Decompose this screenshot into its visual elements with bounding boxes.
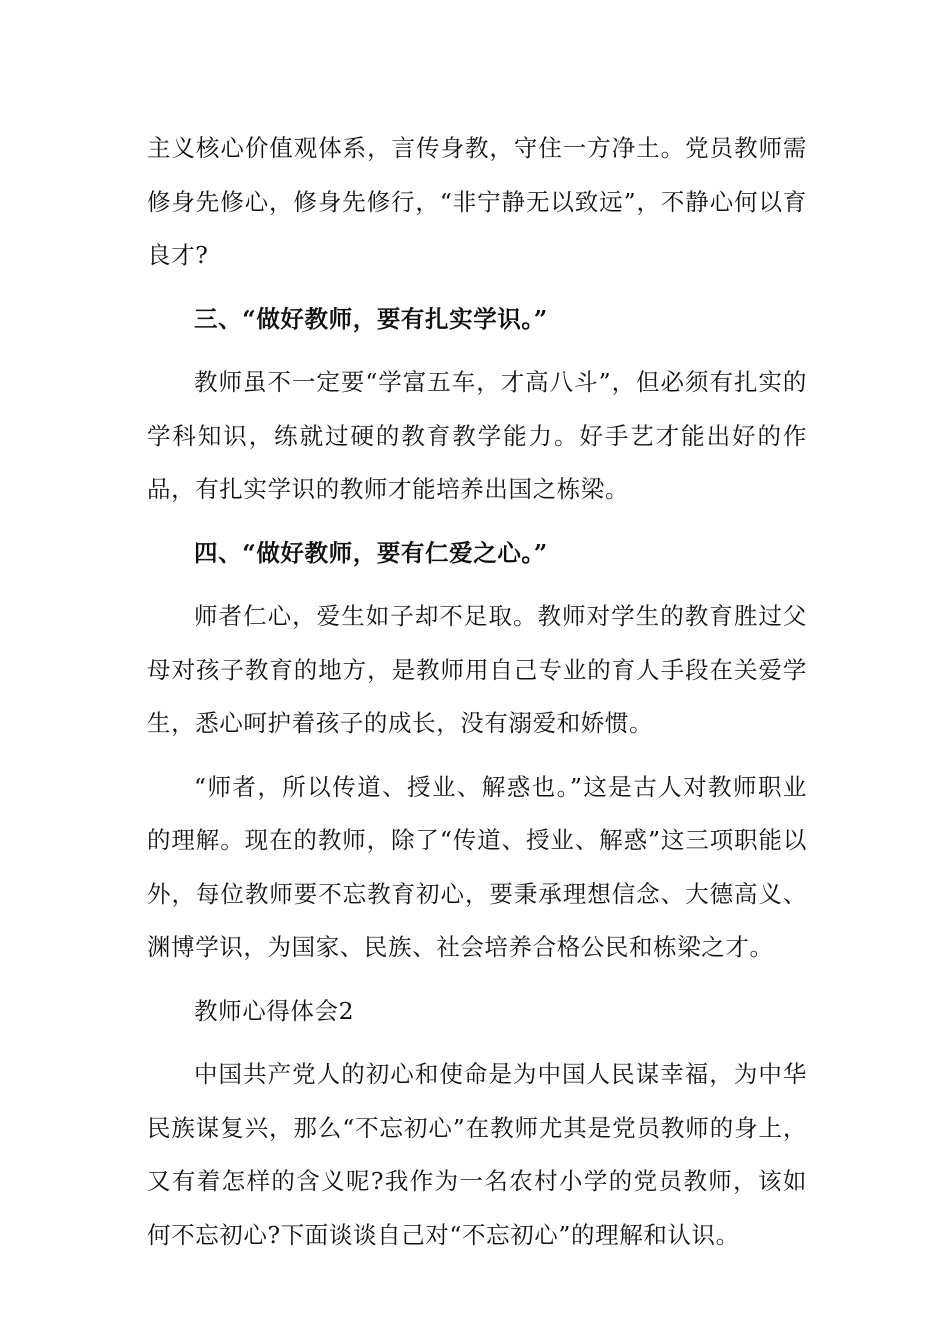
paragraph-solid-knowledge: 教师虽不一定要“学富五车，才高八斗”，但必须有扎实的学科知识，练就过硬的教育教学能力。好手艺才能出好的作品，有扎实学识的教师才能培养出国之栋梁。 bbox=[147, 368, 807, 503]
section-heading-three: 三、“做好教师，要有扎实学识。” bbox=[194, 304, 548, 333]
paragraph-continued: 主义核心价值观体系，言传身教，守住一方净土。党员教师需修身先修心，修身先修行，“非宁静无以致远”，不静心何以育良才? bbox=[147, 134, 807, 269]
paragraph-original-aspiration: 中国共产党人的初心和使命是为中国人民谋幸福，为中华民族谋复兴，那么“不忘初心”在教师尤其是党员教师的身上，又有着怎样的含义呢?我作为一名农村小学的党员教师，该如何不忘初心?下面谈谈自己对“不忘初心”的理解和认识。 bbox=[147, 1060, 807, 1249]
section-title-2: 教师心得体会2 bbox=[194, 996, 355, 1025]
section-heading-four: 四、“做好教师，要有仁爱之心。” bbox=[194, 538, 548, 567]
paragraph-teacher-role: “师者，所以传道、授业、解惑也。”这是古人对教师职业的理解。现在的教师，除了“传道、授业、解惑”这三项职能以外，每位教师要不忘教育初心，要秉承理想信念、大德高义、渊博学识，为国家、民族、社会培养合格公民和栋梁之才。 bbox=[147, 772, 807, 961]
paragraph-benevolence: 师者仁心，爱生如子却不足取。教师对学生的教育胜过父母对孩子教育的地方，是教师用自己专业的育人手段在关爱学生，悉心呵护着孩子的成长，没有溺爱和娇惯。 bbox=[147, 602, 807, 737]
document-page bbox=[147, 122, 807, 1262]
